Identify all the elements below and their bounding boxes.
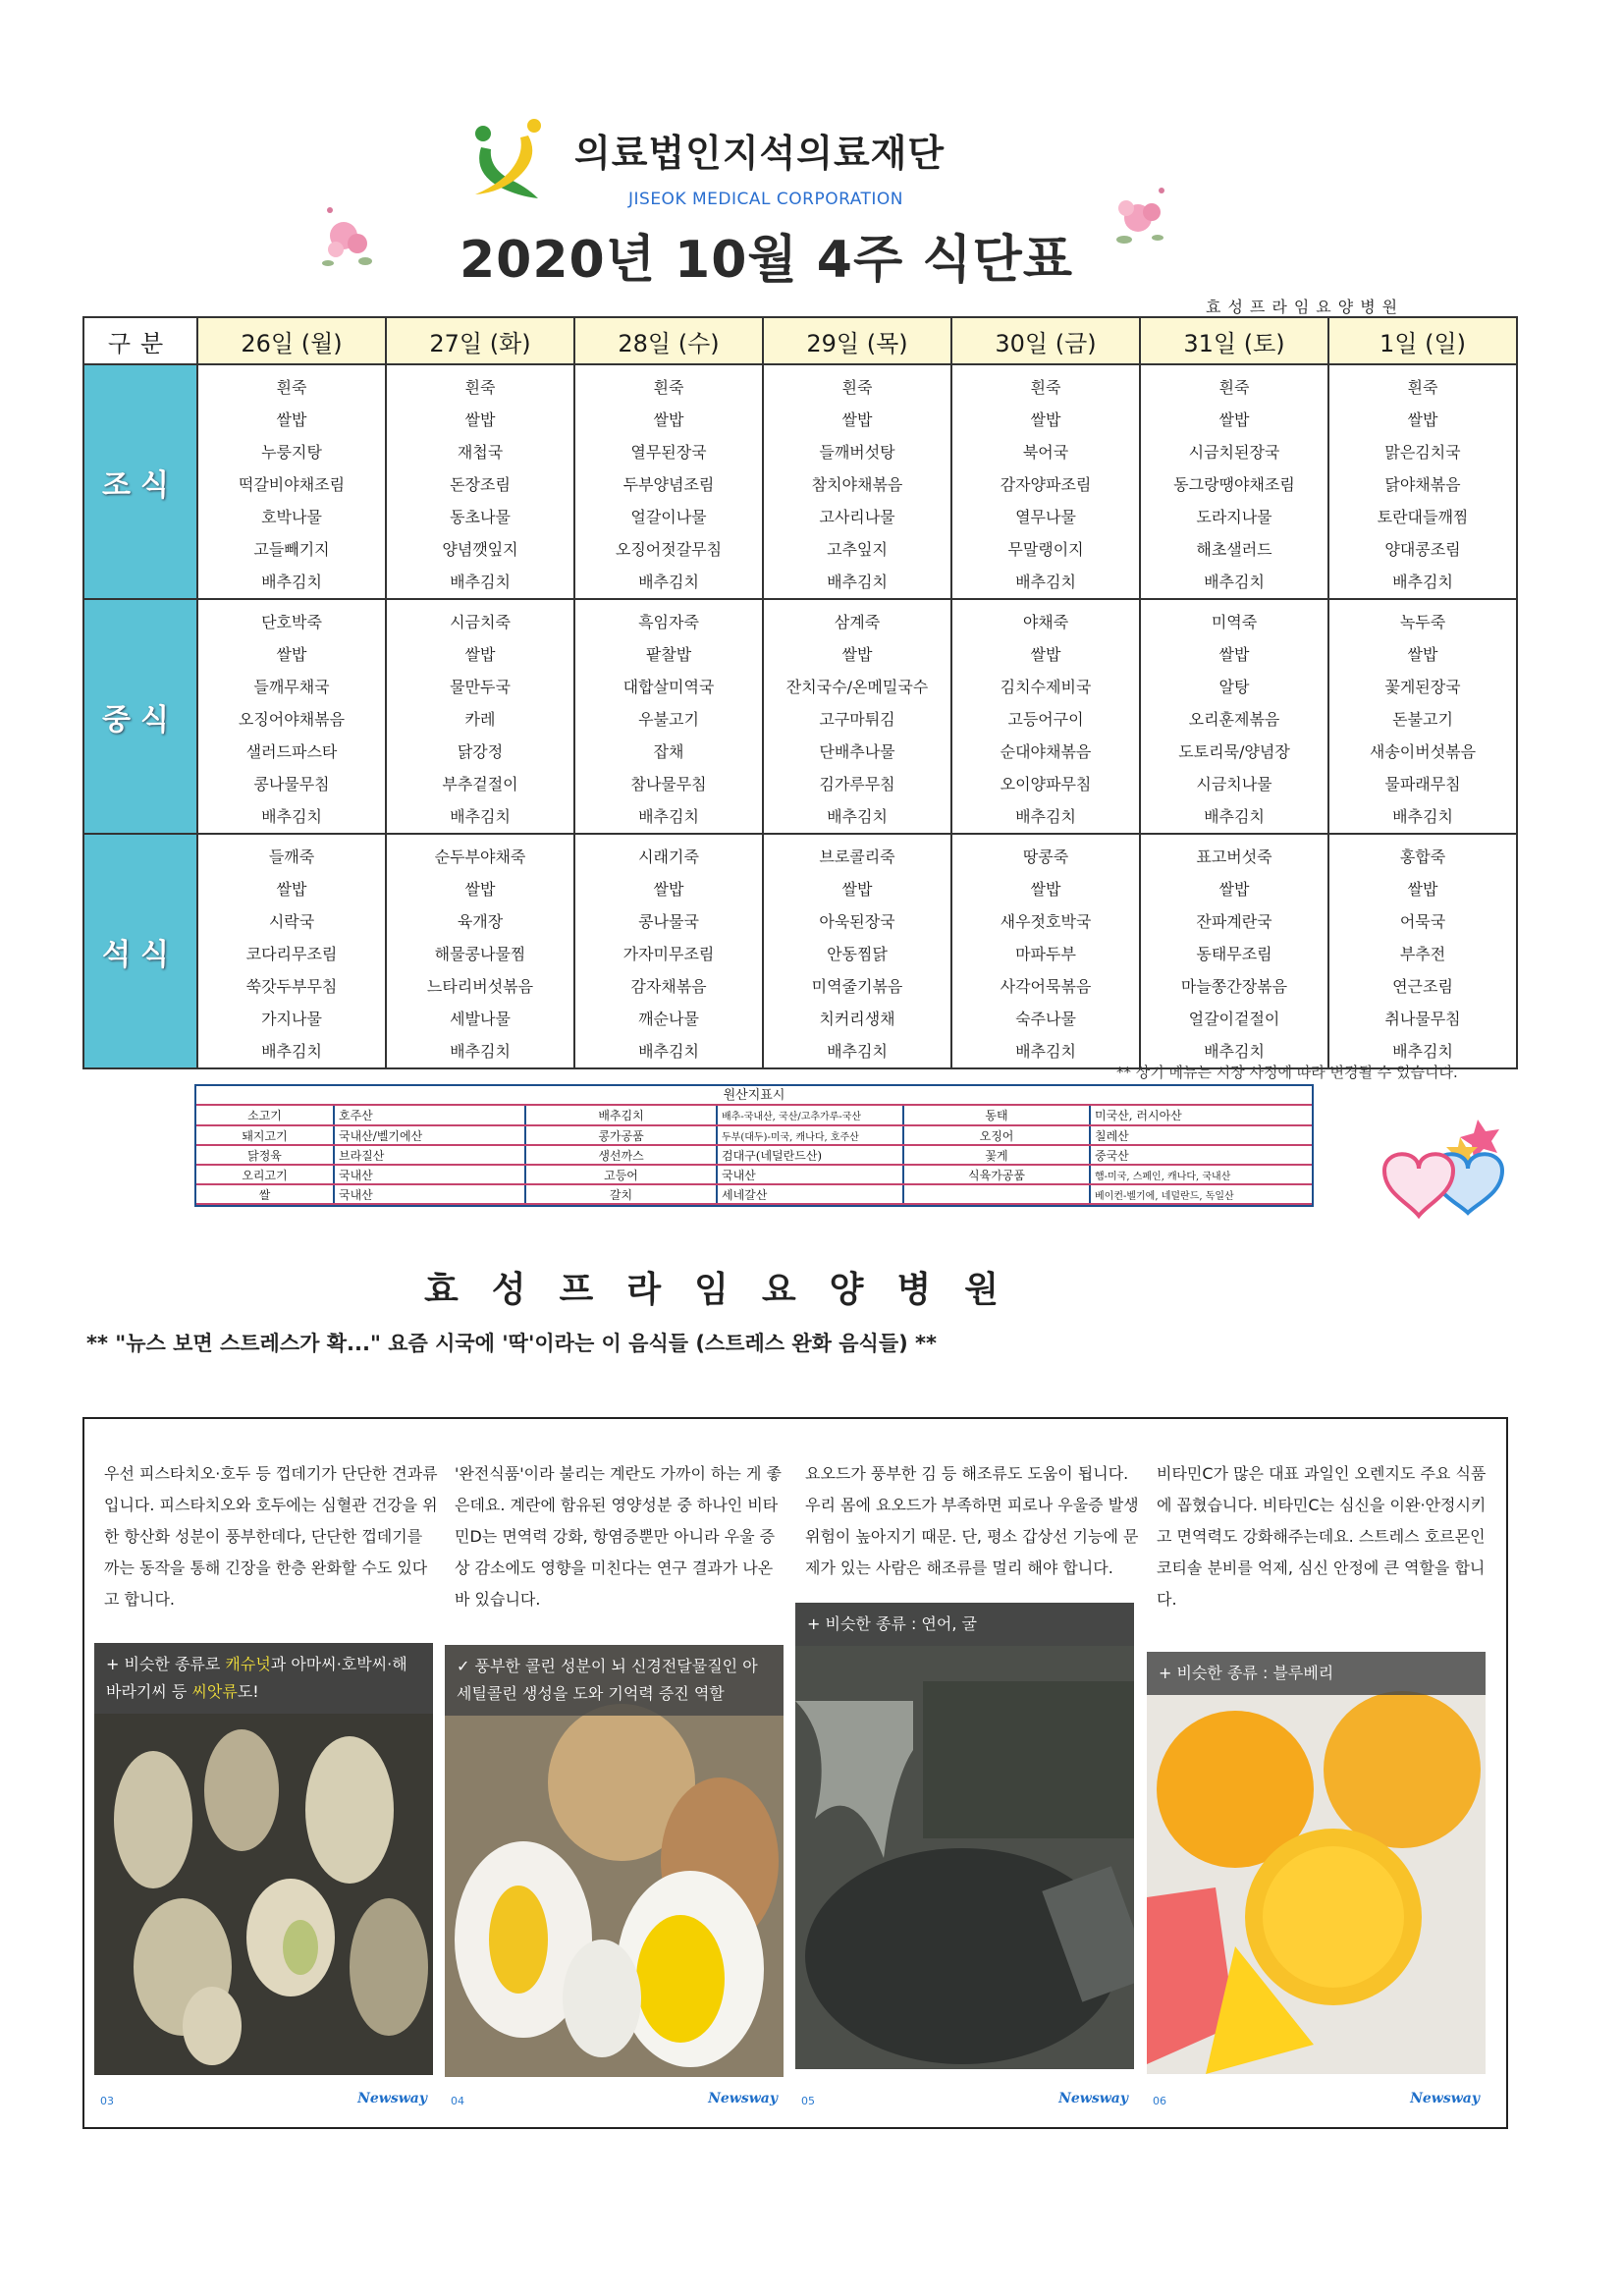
page-number: 06 bbox=[1153, 2095, 1166, 2107]
origin-country: 칠레산 bbox=[1090, 1125, 1312, 1145]
day-header: 26일 (월) bbox=[197, 317, 386, 364]
dish-item: 쌀밥 bbox=[841, 645, 873, 664]
origin-item: 닭정육 bbox=[196, 1145, 334, 1165]
dish-item: 배추김치 bbox=[1015, 573, 1076, 591]
day-header: 31일 (토) bbox=[1140, 317, 1328, 364]
dish-item: 쌀밥 bbox=[1218, 410, 1250, 429]
dish-item: 쌀밥 bbox=[1407, 880, 1438, 899]
dish-item: 쌀밥 bbox=[1030, 645, 1061, 664]
card-text: 요오드가 풍부한 김 등 해조류도 도움이 됩니다. 우리 몸에 요오드가 부족하면 피로나 우울증 발생 위험이 높아지기 때문. 단, 평소 갑상선 기능에 문제가 있는 사람은 해조류를 멀리 해야 합니다. bbox=[805, 1464, 1139, 1577]
meal-row bbox=[83, 599, 1517, 834]
origin-country: 배추-국내산, 국산/고추가루-국산 bbox=[717, 1106, 903, 1125]
origin-country: 국내산 bbox=[334, 1165, 525, 1184]
origin-country: 국내산 bbox=[334, 1184, 525, 1204]
day-menu-cell bbox=[386, 834, 574, 1068]
dish-item: 쌀밥 bbox=[1030, 410, 1061, 429]
dish-item: 연근조림 bbox=[1392, 977, 1453, 996]
day-header: 1일 (일) bbox=[1328, 317, 1517, 364]
dish-item: 해물콩나물찜 bbox=[434, 945, 526, 963]
origin-item: 갈치 bbox=[525, 1184, 717, 1204]
day-menu-cell bbox=[386, 364, 574, 599]
dish-item: 땅콩죽 bbox=[1022, 847, 1069, 866]
dish-item: 참나물무침 bbox=[630, 775, 707, 793]
dish-item: 오리훈제볶음 bbox=[1188, 710, 1280, 729]
dish-item: 삼계죽 bbox=[834, 613, 881, 631]
origin-item: 쌀 bbox=[196, 1184, 334, 1204]
dish-item: 얼갈이겉절이 bbox=[1188, 1010, 1280, 1028]
origin-row bbox=[196, 1106, 1312, 1125]
dish-item: 카레 bbox=[464, 710, 496, 729]
dish-item: 쌀밥 bbox=[1407, 645, 1438, 664]
meal-label: 석식 bbox=[83, 834, 197, 1068]
dish-item: 마파두부 bbox=[1015, 945, 1076, 963]
day-menu-cell bbox=[574, 834, 763, 1068]
origin-country: 국내산 bbox=[717, 1165, 903, 1184]
dish-item: 순대야채볶음 bbox=[1000, 742, 1092, 761]
dish-item: 양념깻잎지 bbox=[442, 540, 518, 559]
dish-item: 북어국 bbox=[1022, 443, 1069, 462]
dish-item: 안동찜닭 bbox=[827, 945, 888, 963]
origin-item: 돼지고기 bbox=[196, 1125, 334, 1145]
dish-item: 꽃게된장국 bbox=[1384, 678, 1461, 696]
dish-item: 단호박죽 bbox=[261, 613, 322, 631]
dish-item: 홍합죽 bbox=[1399, 847, 1446, 866]
origin-country: 베이컨-벨기에, 네덜란드, 독일산 bbox=[1090, 1184, 1312, 1204]
hearts-stars-decoration-icon bbox=[1370, 1110, 1517, 1228]
day-menu-cell bbox=[1140, 834, 1328, 1068]
day-menu-cell bbox=[197, 364, 386, 599]
origin-item: 고등어 bbox=[525, 1165, 717, 1184]
dish-item: 쌀밥 bbox=[1407, 410, 1438, 429]
dish-item: 어묵국 bbox=[1399, 912, 1446, 931]
dish-item: 배추김치 bbox=[1015, 1042, 1076, 1061]
article-card-orange bbox=[1147, 1419, 1490, 2126]
organization-name: 의료법인지석의료재단 bbox=[574, 132, 946, 175]
dish-item: 배추김치 bbox=[261, 1042, 322, 1061]
day-header: 30일 (금) bbox=[951, 317, 1140, 364]
dish-item: 녹두죽 bbox=[1399, 613, 1446, 631]
dish-item: 취나물무침 bbox=[1384, 1010, 1461, 1028]
origin-country: 중국산 bbox=[1090, 1145, 1312, 1165]
page-title: 2020년 10월 4주 식단표 bbox=[460, 231, 1073, 290]
dish-item: 배추김치 bbox=[1015, 807, 1076, 826]
newsway-logo: Newsway bbox=[708, 2091, 778, 2106]
day-menu-cell bbox=[951, 364, 1140, 599]
dish-item: 쌀밥 bbox=[1218, 645, 1250, 664]
newsway-logo: Newsway bbox=[357, 2091, 427, 2106]
dish-item: 배추김치 bbox=[1392, 807, 1453, 826]
dish-item: 배추김치 bbox=[450, 573, 511, 591]
egg-image bbox=[445, 1645, 784, 2077]
origin-row bbox=[196, 1145, 1312, 1165]
dish-item: 떡갈비야채조림 bbox=[238, 475, 346, 494]
dish-item: 고들빼기지 bbox=[253, 540, 330, 559]
day-header: 27일 (화) bbox=[386, 317, 574, 364]
dish-item: 배추김치 bbox=[827, 573, 888, 591]
dish-item: 돈장조림 bbox=[450, 475, 511, 494]
day-menu-cell bbox=[951, 834, 1140, 1068]
origin-country: 호주산 bbox=[334, 1106, 525, 1125]
origin-country: 햄-미국, 스페인, 캐나다, 국내산 bbox=[1090, 1165, 1312, 1184]
page-number: 05 bbox=[801, 2095, 815, 2107]
day-menu-cell bbox=[386, 599, 574, 834]
dish-item: 마늘쫑간장볶음 bbox=[1180, 977, 1288, 996]
day-menu-cell bbox=[574, 364, 763, 599]
dish-item: 배추김치 bbox=[1392, 573, 1453, 591]
dish-item: 열무나물 bbox=[1015, 508, 1076, 526]
dish-item: 무말랭이지 bbox=[1007, 540, 1084, 559]
dish-item: 열무된장국 bbox=[630, 443, 707, 462]
dish-item: 쌀밥 bbox=[276, 880, 307, 899]
dish-item: 미역줄기볶음 bbox=[811, 977, 903, 996]
origin-item: 오징어 bbox=[903, 1125, 1090, 1145]
dish-item: 배추김치 bbox=[827, 807, 888, 826]
dish-item: 배추김치 bbox=[827, 1042, 888, 1061]
dish-item: 도토리묵/양념장 bbox=[1178, 742, 1290, 761]
origin-country: 국내산/벨기에산 bbox=[334, 1125, 525, 1145]
day-menu-cell bbox=[763, 364, 951, 599]
origin-item: 동태 bbox=[903, 1106, 1090, 1125]
dish-item: 쌀밥 bbox=[276, 645, 307, 664]
dish-item: 동초나물 bbox=[450, 508, 511, 526]
day-menu-cell bbox=[1140, 599, 1328, 834]
meal-row bbox=[83, 834, 1517, 1068]
dish-item: 깨순나물 bbox=[638, 1010, 699, 1028]
origin-label-table bbox=[194, 1084, 1314, 1207]
origin-row bbox=[196, 1184, 1312, 1204]
origin-item: 콩가공품 bbox=[525, 1125, 717, 1145]
dish-item: 시금치죽 bbox=[450, 613, 511, 631]
dish-item: 오이양파무침 bbox=[1000, 775, 1092, 793]
organization-name-english: JISEOK MEDICAL CORPORATION bbox=[628, 190, 904, 209]
dish-item: 새송이버섯볶음 bbox=[1369, 742, 1477, 761]
orange-photo-icon bbox=[1147, 1652, 1486, 2074]
dish-item: 재첩국 bbox=[457, 443, 504, 462]
dish-item: 동태무조림 bbox=[1196, 945, 1272, 963]
dish-item: 흰죽 bbox=[276, 378, 307, 397]
hospital-name-small: 효성프라임요양병원 bbox=[1206, 298, 1405, 316]
day-menu-cell bbox=[197, 599, 386, 834]
dish-item: 참치야채볶음 bbox=[811, 475, 903, 494]
dish-item: 들깨죽 bbox=[268, 847, 315, 866]
dish-item: 물파래무침 bbox=[1384, 775, 1461, 793]
dish-item: 쌀밥 bbox=[841, 880, 873, 899]
dish-item: 흰죽 bbox=[1030, 378, 1061, 397]
dish-item: 배추김치 bbox=[450, 807, 511, 826]
day-header: 28일 (수) bbox=[574, 317, 763, 364]
dish-item: 코다리무조림 bbox=[245, 945, 338, 963]
dish-item: 샐러드파스타 bbox=[245, 742, 338, 761]
dish-item: 대합살미역국 bbox=[622, 678, 715, 696]
origin-item: 오리고기 bbox=[196, 1165, 334, 1184]
corner-label: 구분 bbox=[83, 317, 197, 364]
dish-item: 오징어야채볶음 bbox=[238, 710, 346, 729]
dish-item: 흰죽 bbox=[1407, 378, 1438, 397]
dish-item: 시금치나물 bbox=[1196, 775, 1272, 793]
dish-item: 부추전 bbox=[1399, 945, 1446, 963]
dish-item: 부추겉절이 bbox=[442, 775, 518, 793]
dish-item: 세발나물 bbox=[450, 1010, 511, 1028]
dish-item: 누룽지탕 bbox=[261, 443, 322, 462]
dish-item: 해초샐러드 bbox=[1196, 540, 1272, 559]
dish-item: 배추김치 bbox=[638, 807, 699, 826]
dish-item: 단배추나물 bbox=[819, 742, 895, 761]
dish-item: 순두부야채죽 bbox=[434, 847, 526, 866]
hospital-name-heading: 효성프라임요양병원 bbox=[424, 1270, 1032, 1310]
stress-relief-foods-article bbox=[82, 1417, 1508, 2129]
dish-item: 쌀밥 bbox=[464, 410, 496, 429]
dish-item: 쌀밥 bbox=[653, 880, 684, 899]
origin-country: 검대구(네덜란드산) bbox=[717, 1145, 903, 1165]
menu-change-note: ** 상기 메뉴는 시장 사정에 따라 변경될 수 있습니다. bbox=[1116, 1064, 1458, 1081]
origin-country: 미국산, 러시아산 bbox=[1090, 1106, 1312, 1125]
article-card-pistachio bbox=[94, 1419, 438, 2126]
dish-item: 김치수제비국 bbox=[1000, 678, 1092, 696]
article-subtitle: ** "뉴스 보면 스트레스가 확..." 요즘 시국에 '딱'이라는 이 음식들 (스트레스 완화 음식들) ** bbox=[86, 1332, 937, 1355]
article-card-seaweed bbox=[795, 1419, 1139, 2126]
dish-item: 야채죽 bbox=[1022, 613, 1069, 631]
seaweed-image bbox=[795, 1603, 1134, 2069]
dish-item: 잡채 bbox=[653, 742, 684, 761]
card-text: '완전식품'이라 불리는 계란도 가까이 하는 게 좋은데요. 계란에 함유된 영양성분 중 하나인 비타민D는 면역력 강화, 항염증뿐만 아니라 우울 증상 감소에도 영향을 미친다는 연구 결과가 나온 바 있습니다. bbox=[455, 1464, 782, 1609]
dish-item: 두부양념조림 bbox=[622, 475, 715, 494]
dish-item: 배추김치 bbox=[1204, 1042, 1265, 1061]
dish-item: 육개장 bbox=[457, 912, 504, 931]
meal-label: 조식 bbox=[83, 364, 197, 599]
dish-item: 들깨버섯탕 bbox=[819, 443, 895, 462]
dish-item: 오징어젓갈무침 bbox=[615, 540, 723, 559]
dish-item: 흰죽 bbox=[464, 378, 496, 397]
dish-item: 양대콩조림 bbox=[1384, 540, 1461, 559]
dish-item: 쑥갓두부무침 bbox=[245, 977, 338, 996]
dish-item: 고추잎지 bbox=[827, 540, 888, 559]
foundation-logo-icon bbox=[469, 118, 548, 206]
dish-item: 토란대들깨찜 bbox=[1377, 508, 1469, 526]
origin-table-title: 원산지표시 bbox=[196, 1086, 1312, 1106]
dish-item: 흰죽 bbox=[1218, 378, 1250, 397]
origin-item: 배추김치 bbox=[525, 1106, 717, 1125]
dish-item: 물만두국 bbox=[450, 678, 511, 696]
image-caption: + 비슷한 종류 : 연어, 굴 bbox=[795, 1603, 1134, 1646]
dish-item: 도라지나물 bbox=[1196, 508, 1272, 526]
dish-item: 고구마튀김 bbox=[819, 710, 895, 729]
dish-item: 쌀밥 bbox=[1030, 880, 1061, 899]
dish-item: 가지나물 bbox=[261, 1010, 322, 1028]
dish-item: 흰죽 bbox=[653, 378, 684, 397]
origin-grid bbox=[196, 1106, 1312, 1205]
dish-item: 배추김치 bbox=[261, 807, 322, 826]
origin-item: 식육가공품 bbox=[903, 1165, 1090, 1184]
dish-item: 느타리버섯볶음 bbox=[426, 977, 534, 996]
dish-item: 흑임자죽 bbox=[638, 613, 699, 631]
dish-item: 치커리생채 bbox=[819, 1010, 895, 1028]
dish-item: 쌀밥 bbox=[464, 880, 496, 899]
page-number: 04 bbox=[451, 2095, 464, 2107]
dish-item: 시락국 bbox=[268, 912, 315, 931]
dish-item: 시래기죽 bbox=[638, 847, 699, 866]
dish-item: 가자미무조림 bbox=[622, 945, 715, 963]
dish-item: 배추김치 bbox=[1204, 807, 1265, 826]
image-caption: + 비슷한 종류 : 블루베리 bbox=[1147, 1652, 1486, 1695]
weekly-menu-table bbox=[82, 316, 1518, 1069]
origin-country: 세네갈산 bbox=[717, 1184, 903, 1204]
day-menu-cell bbox=[763, 834, 951, 1068]
dish-item: 브로콜리죽 bbox=[819, 847, 895, 866]
dish-item: 알탕 bbox=[1218, 678, 1250, 696]
flower-decoration-icon bbox=[314, 196, 383, 275]
day-menu-cell bbox=[763, 599, 951, 834]
origin-item: 생선까스 bbox=[525, 1145, 717, 1165]
newsway-logo: Newsway bbox=[1058, 2091, 1128, 2106]
card-text: 비타민C가 많은 대표 과일인 오렌지도 주요 식품에 꼽혔습니다. 비타민C는 심신을 이완·안정시키고 면역력도 강화해주는데요. 스트레스 호르몬인 코티솔 분비를 억제, 심신 안정에 큰 역할을 합니다. bbox=[1157, 1464, 1487, 1609]
dish-item: 호박나물 bbox=[261, 508, 322, 526]
dish-item: 김가루무침 bbox=[819, 775, 895, 793]
dish-item: 동그랑땡야채조림 bbox=[1173, 475, 1295, 494]
image-caption: + 비슷한 종류로 캐슈넛과 아마씨·호박씨·해바라기씨 등 씨앗류도! bbox=[94, 1643, 433, 1714]
dish-item: 잔파계란국 bbox=[1196, 912, 1272, 931]
dish-item: 잔치국수/온메밀국수 bbox=[785, 678, 929, 696]
page-number: 03 bbox=[100, 2095, 114, 2107]
dish-item: 콩나물무침 bbox=[253, 775, 330, 793]
image-caption: ✓ 풍부한 콜린 성분이 뇌 신경전달물질인 아세틸콜린 생성을 도와 기억력 증진 역할 bbox=[445, 1645, 784, 1716]
card-text: 우선 피스타치오·호두 등 껍데기가 단단한 견과류입니다. 피스타치오와 호두에는 심혈관 건강을 위한 항산화 성분이 풍부한데다, 단단한 껍데기를 까는 동작을 통해 긴장을 한층 완화할 수도 있다고 합니다. bbox=[104, 1464, 438, 1609]
day-menu-cell bbox=[1328, 364, 1517, 599]
dish-item: 배추김치 bbox=[1204, 573, 1265, 591]
day-menu-cell bbox=[574, 599, 763, 834]
pistachio-image bbox=[94, 1643, 433, 2075]
dish-item: 콩나물국 bbox=[638, 912, 699, 931]
flower-decoration-icon bbox=[1105, 179, 1173, 257]
dish-item: 아욱된장국 bbox=[819, 912, 895, 931]
dish-item: 표고버섯죽 bbox=[1196, 847, 1272, 866]
seaweed-photo-icon bbox=[795, 1603, 1134, 2069]
dish-item: 미역죽 bbox=[1211, 613, 1258, 631]
dish-item: 배추김치 bbox=[261, 573, 322, 591]
day-menu-cell bbox=[197, 834, 386, 1068]
dish-item: 흰죽 bbox=[841, 378, 873, 397]
dish-item: 감자채볶음 bbox=[630, 977, 707, 996]
dish-item: 맑은김치국 bbox=[1384, 443, 1461, 462]
origin-country: 두부(대두)-미국, 캐나다, 호주산 bbox=[717, 1125, 903, 1145]
dish-item: 팥찰밥 bbox=[645, 645, 692, 664]
dish-item: 고사리나물 bbox=[819, 508, 895, 526]
day-menu-cell bbox=[1328, 834, 1517, 1068]
dish-item: 배추김치 bbox=[450, 1042, 511, 1061]
origin-row bbox=[196, 1125, 1312, 1145]
day-menu-cell bbox=[1140, 364, 1328, 599]
dish-item: 얼갈이나물 bbox=[630, 508, 707, 526]
dish-item: 쌀밥 bbox=[841, 410, 873, 429]
dish-item: 쌀밥 bbox=[1218, 880, 1250, 899]
dish-item: 배추김치 bbox=[638, 1042, 699, 1061]
dish-item: 감자양파조림 bbox=[1000, 475, 1092, 494]
dish-item: 닭야채볶음 bbox=[1384, 475, 1461, 494]
article-card-egg bbox=[445, 1419, 788, 2126]
day-header: 29일 (목) bbox=[763, 317, 951, 364]
meal-row bbox=[83, 364, 1517, 599]
origin-row bbox=[196, 1165, 1312, 1184]
dish-item: 우불고기 bbox=[638, 710, 699, 729]
dish-item: 닭강정 bbox=[457, 742, 504, 761]
origin-item: 꽃게 bbox=[903, 1145, 1090, 1165]
dish-item: 고등어구이 bbox=[1007, 710, 1084, 729]
day-menu-cell bbox=[1328, 599, 1517, 834]
dish-item: 배추김치 bbox=[638, 573, 699, 591]
dish-item: 새우젓호박국 bbox=[1000, 912, 1092, 931]
dish-item: 쌀밥 bbox=[464, 645, 496, 664]
dish-item: 시금치된장국 bbox=[1188, 443, 1280, 462]
dish-item: 돈불고기 bbox=[1392, 710, 1453, 729]
orange-image bbox=[1147, 1652, 1486, 2074]
menu-header-row bbox=[83, 317, 1517, 364]
day-menu-cell bbox=[951, 599, 1140, 834]
origin-country: 브라질산 bbox=[334, 1145, 525, 1165]
dish-item: 숙주나물 bbox=[1015, 1010, 1076, 1028]
newsway-logo: Newsway bbox=[1410, 2091, 1480, 2106]
origin-item: 소고기 bbox=[196, 1106, 334, 1125]
dish-item: 들깨무채국 bbox=[253, 678, 330, 696]
meal-label: 중식 bbox=[83, 599, 197, 834]
dish-item: 배추김치 bbox=[1392, 1042, 1453, 1061]
dish-item: 쌀밥 bbox=[276, 410, 307, 429]
dish-item: 사각어묵볶음 bbox=[1000, 977, 1092, 996]
origin-item bbox=[903, 1184, 1090, 1204]
dish-item: 쌀밥 bbox=[653, 410, 684, 429]
